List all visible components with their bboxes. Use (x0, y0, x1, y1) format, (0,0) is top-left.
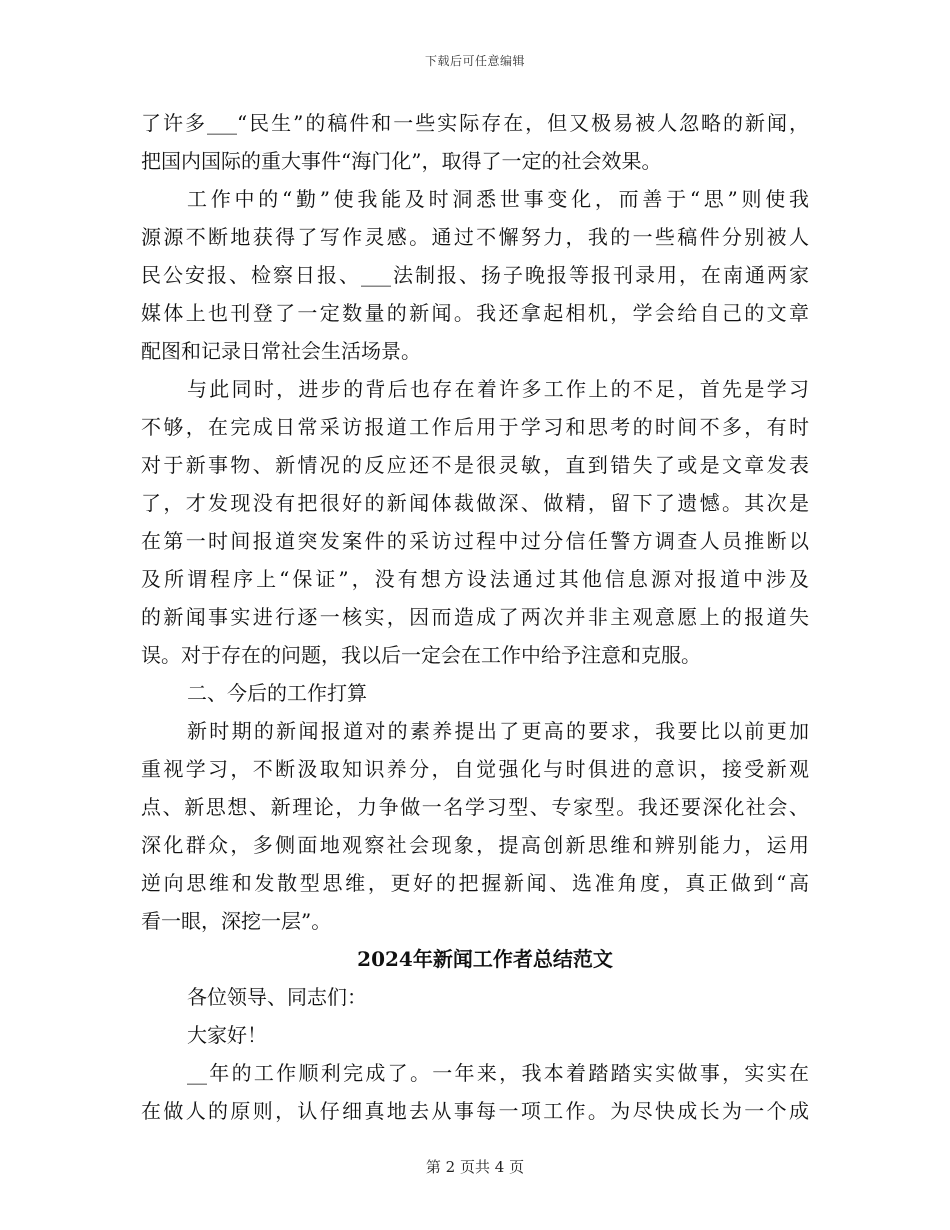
header-note: 下载后可任意编辑 (424, 54, 525, 68)
paragraph-line: 重视学习，不断汲取知识养分，自觉强化与时俱进的意识，接受新观 (141, 757, 809, 781)
section-heading: 二、今后的工作打算 (187, 681, 367, 705)
paragraph-line: 不够，在完成日常采访报道工作后用于学习和思考的时间不多，有时 (141, 415, 809, 439)
paragraph-line: 民公安报、检察日报、___法制报、扬子晚报等报刊录用，在南通两家 (141, 263, 809, 287)
paragraph-line: 配图和记录日常社会生活场景。 (141, 339, 421, 363)
paragraph-line: 对于新事物、新情况的反应还不是很灵敏，直到错失了或是文章发表 (141, 453, 809, 477)
paragraph-line: 逆向思维和发散型思维，更好的把握新闻、选准角度，真正做到“高 (141, 871, 809, 895)
salutation-line: 各位领导、同志们： (187, 985, 367, 1009)
paragraph-line: 深化群众，多侧面地观察社会现象，提高创新思维和辨别能力，运用 (141, 833, 809, 857)
paragraph-line: 了，才发现没有把很好的新闻体裁做深、做精，留下了遗憾。其次是 (141, 491, 809, 515)
paragraph-line: 媒体上也刊登了一定数量的新闻。我还拿起相机，学会给自己的文章 (141, 301, 809, 325)
paragraph-line: 看一眼，深挖一层”。 (141, 909, 332, 933)
paragraph-line: 与此同时，进步的背后也存在着许多工作上的不足，首先是学习 (187, 377, 809, 401)
paragraph-line: __年的工作顺利完成了。一年来，我本着踏踏实实做事，实实在 (187, 1061, 809, 1085)
paragraph-line: 点、新思想、新理论，力争做一名学习型、专家型。我还要深化社会、 (141, 795, 809, 819)
article-title: 2024年新闻工作者总结范文 (357, 947, 613, 971)
paragraph-line: 误。对于存在的问题，我以后一定会在工作中给予注意和克服。 (141, 643, 701, 667)
paragraph-line: 在第一时间报道突发案件的采访过程中过分信任警方调查人员推断以 (141, 529, 809, 553)
paragraph-line: 了许多___“民生”的稿件和一些实际存在，但又极易被人忽略的新闻， (141, 111, 809, 135)
paragraph-line: 工作中的“勤”使我能及时洞悉世事变化，而善于“思”则使我 (187, 187, 809, 211)
paragraph-line: 及所谓程序上“保证”，没有想方设法通过其他信息源对报道中涉及 (141, 567, 809, 591)
paragraph-line: 把国内国际的重大事件“海门化”，取得了一定的社会效果。 (141, 149, 662, 173)
document-body (141, 104, 809, 1130)
paragraph-line: 源源不断地获得了写作灵感。通过不懈努力，我的一些稿件分别被人 (141, 225, 809, 249)
paragraph-line: 在做人的原则，认仔细真地去从事每一项工作。为尽快成长为一个成 (141, 1099, 809, 1123)
paragraph-line: 新时期的新闻报道对的素养提出了更高的要求，我要比以前更加 (187, 719, 809, 743)
greeting-line: 大家好！ (187, 1023, 267, 1047)
page-number: 第 2 页共 4 页 (425, 1158, 525, 1176)
paragraph-line: 的新闻事实进行逐一核实，因而造成了两次并非主观意愿上的报道失 (141, 605, 809, 629)
